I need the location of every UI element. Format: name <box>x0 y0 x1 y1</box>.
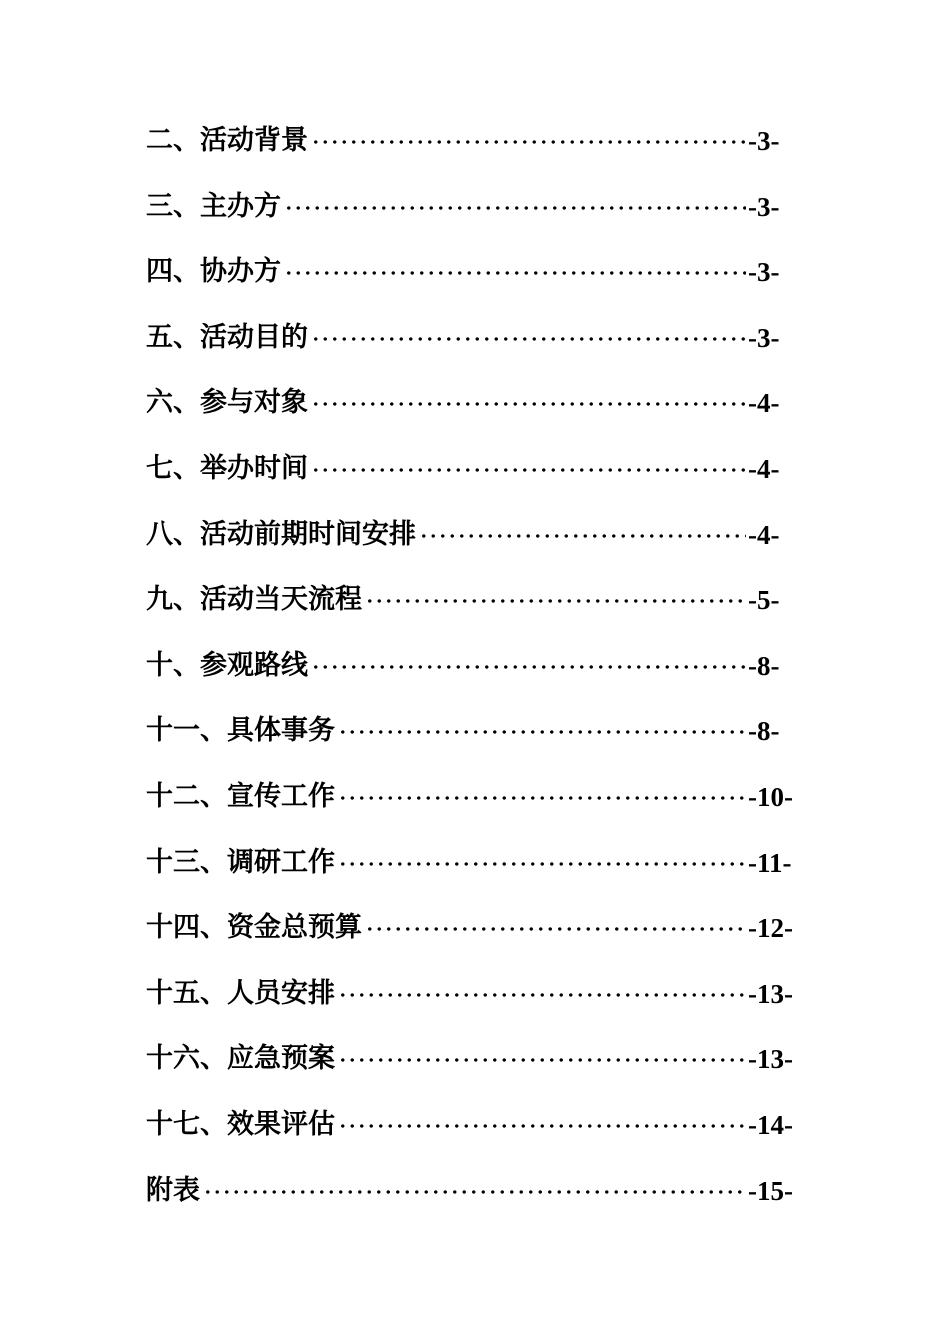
toc-entry[interactable] <box>146 903 796 969</box>
toc-entry-title: 十六、应急预案 <box>146 1043 335 1075</box>
toc-dot-leader <box>311 400 746 408</box>
toc-dot-leader <box>338 860 746 868</box>
toc-dot-leader <box>203 1188 746 1196</box>
toc-entry-page: -14- <box>748 1109 793 1140</box>
toc-entry-title: 十四、资金总预算 <box>146 912 362 944</box>
toc-dot-leader <box>338 1122 746 1130</box>
toc-entry-title: 十五、人员安排 <box>146 977 335 1009</box>
toc-entry[interactable] <box>146 116 796 182</box>
toc-entry[interactable] <box>146 510 796 576</box>
toc-entry-page: -4- <box>748 453 780 484</box>
toc-entry-title: 五、活动目的 <box>146 321 308 353</box>
toc-entry-page: -13- <box>748 978 793 1009</box>
toc-entry-page: -12- <box>748 913 793 944</box>
toc-entry-title: 四、协办方 <box>146 256 281 288</box>
toc-entry-page: -4- <box>748 519 780 550</box>
toc-entry-page: -3- <box>748 191 780 222</box>
toc-entry[interactable] <box>146 1166 796 1232</box>
toc-entry[interactable] <box>146 247 796 313</box>
toc-dot-leader <box>338 728 746 736</box>
toc-entry[interactable] <box>146 838 796 904</box>
toc-entry-title: 二、活动背景 <box>146 125 308 156</box>
toc-entry-page: -3- <box>748 126 780 156</box>
toc-dot-leader <box>311 138 746 146</box>
toc-entry[interactable] <box>146 772 796 838</box>
toc-entry[interactable] <box>146 313 796 379</box>
toc-dot-leader <box>311 663 746 671</box>
toc-entry[interactable] <box>146 1034 796 1100</box>
toc-entry[interactable] <box>146 444 796 510</box>
toc-entry-title: 八、活动前期时间安排 <box>146 518 416 550</box>
toc-entry[interactable] <box>146 182 796 248</box>
toc-entry[interactable] <box>146 1100 796 1166</box>
toc-entry-page: -3- <box>748 322 780 353</box>
toc-dot-leader <box>284 269 746 277</box>
toc-entry-title: 九、活动当天流程 <box>146 584 362 616</box>
toc-entry-title: 七、举办时间 <box>146 452 308 484</box>
toc-dot-leader <box>365 925 746 933</box>
toc-dot-leader <box>338 1056 746 1064</box>
toc-dot-leader <box>338 991 746 999</box>
toc-entry[interactable] <box>146 641 796 707</box>
toc-entry-page: -3- <box>748 257 780 288</box>
toc-dot-leader <box>419 532 746 540</box>
toc-entry-title: 十二、宣传工作 <box>146 780 335 812</box>
toc-entry-page: -15- <box>748 1175 793 1206</box>
toc-entry-title: 十七、效果评估 <box>146 1108 335 1140</box>
toc-entry-title: 十、参观路线 <box>146 649 308 681</box>
toc-entry-title: 附表 <box>146 1174 200 1206</box>
toc-dot-leader <box>284 204 746 212</box>
toc-entry-page: -4- <box>748 388 780 419</box>
toc-entry[interactable] <box>146 969 796 1035</box>
toc-entry-title: 三、主办方 <box>146 190 281 222</box>
toc-entry-page: -8- <box>748 650 780 681</box>
toc-entry-title: 十一、具体事务 <box>146 715 335 747</box>
toc-dot-leader <box>311 466 746 474</box>
toc-entry-page: -13- <box>748 1044 793 1075</box>
toc-entry[interactable] <box>146 575 796 641</box>
toc-dot-leader <box>311 335 746 343</box>
toc-entry[interactable] <box>146 706 796 772</box>
toc-entry-page: -11- <box>748 847 792 878</box>
toc-entry-page: -5- <box>748 585 780 616</box>
toc-dot-leader <box>365 597 746 605</box>
table-of-contents <box>146 116 796 1231</box>
toc-entry-title: 十三、调研工作 <box>146 846 335 878</box>
toc-entry-page: -10- <box>748 781 793 812</box>
toc-entry-page: -8- <box>748 716 780 747</box>
toc-entry-title: 六、参与对象 <box>146 387 308 419</box>
toc-entry[interactable] <box>146 378 796 444</box>
toc-dot-leader <box>338 794 746 802</box>
